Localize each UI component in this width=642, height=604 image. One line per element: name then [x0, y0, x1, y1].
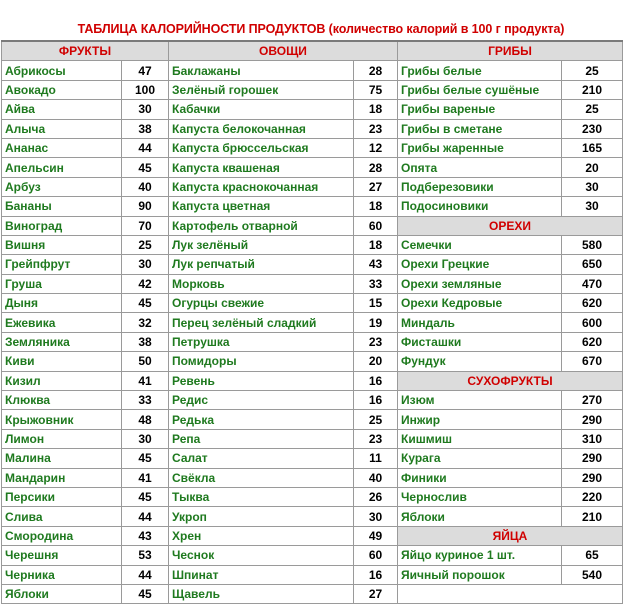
- vegetable-name: Лук репчатый: [169, 255, 354, 274]
- fruit-name: Слива: [2, 507, 122, 526]
- vegetable-name: Щавель: [169, 584, 354, 603]
- vegetable-name: Репа: [169, 429, 354, 448]
- section-header: СУХОФРУКТЫ: [398, 371, 623, 390]
- vegetable-name: Шпинат: [169, 565, 354, 584]
- vegetable-kcal: 16: [354, 371, 398, 390]
- vegetable-name: Помидоры: [169, 352, 354, 371]
- vegetable-kcal: 16: [354, 391, 398, 410]
- fruit-kcal: 45: [122, 294, 169, 313]
- table-row: [2, 235, 623, 254]
- fruit-kcal: 47: [122, 61, 169, 80]
- vegetable-name: Перец зелёный сладкий: [169, 313, 354, 332]
- table-row: [2, 119, 623, 138]
- fruit-kcal: 41: [122, 468, 169, 487]
- product-kcal: 30: [562, 177, 623, 196]
- section-header: ГРИБЫ: [398, 41, 623, 61]
- vegetable-name: Кабачки: [169, 100, 354, 119]
- fruit-name: Абрикосы: [2, 61, 122, 80]
- vegetable-name: Зелёный горошек: [169, 80, 354, 99]
- product-name: Опята: [398, 158, 562, 177]
- fruit-name: Лимон: [2, 429, 122, 448]
- vegetable-kcal: 20: [354, 352, 398, 371]
- fruit-kcal: 30: [122, 255, 169, 274]
- product-name: Грибы белые: [398, 61, 562, 80]
- product-kcal: 20: [562, 158, 623, 177]
- fruit-name: Кизил: [2, 371, 122, 390]
- product-name: Фундук: [398, 352, 562, 371]
- vegetable-kcal: 30: [354, 507, 398, 526]
- table-row: [2, 41, 623, 61]
- fruit-name: Клюква: [2, 391, 122, 410]
- table-row: [2, 255, 623, 274]
- product-name: Яблоки: [398, 507, 562, 526]
- product-kcal: 25: [562, 61, 623, 80]
- fruit-kcal: 40: [122, 177, 169, 196]
- vegetable-kcal: 40: [354, 468, 398, 487]
- product-kcal: 210: [562, 507, 623, 526]
- table-row: [2, 565, 623, 584]
- fruit-name: Виноград: [2, 216, 122, 235]
- vegetable-name: Петрушка: [169, 332, 354, 351]
- vegetable-kcal: 12: [354, 138, 398, 157]
- product-kcal: 310: [562, 429, 623, 448]
- vegetable-kcal: 33: [354, 274, 398, 293]
- fruit-kcal: 44: [122, 565, 169, 584]
- product-kcal: 165: [562, 138, 623, 157]
- vegetable-kcal: 23: [354, 332, 398, 351]
- vegetable-name: Капуста цветная: [169, 197, 354, 216]
- product-kcal: 210: [562, 80, 623, 99]
- fruit-name: Мандарин: [2, 468, 122, 487]
- vegetables-header: ОВОЩИ: [169, 41, 398, 61]
- product-kcal: 25: [562, 100, 623, 119]
- fruit-kcal: 100: [122, 80, 169, 99]
- vegetable-kcal: 60: [354, 216, 398, 235]
- calorie-table: [1, 40, 623, 604]
- fruit-name: Апельсин: [2, 158, 122, 177]
- vegetable-kcal: 28: [354, 158, 398, 177]
- vegetable-name: Хрен: [169, 526, 354, 545]
- product-kcal: 620: [562, 294, 623, 313]
- table-row: [2, 526, 623, 545]
- vegetable-kcal: 43: [354, 255, 398, 274]
- empty-cell: [398, 584, 623, 603]
- product-kcal: 65: [562, 546, 623, 565]
- vegetable-name: Свёкла: [169, 468, 354, 487]
- fruit-name: Черешня: [2, 546, 122, 565]
- product-kcal: 270: [562, 391, 623, 410]
- product-kcal: 290: [562, 449, 623, 468]
- vegetable-kcal: 19: [354, 313, 398, 332]
- vegetable-name: Салат: [169, 449, 354, 468]
- vegetable-name: Редька: [169, 410, 354, 429]
- vegetable-kcal: 15: [354, 294, 398, 313]
- fruit-kcal: 44: [122, 507, 169, 526]
- vegetable-name: Редис: [169, 391, 354, 410]
- product-name: Миндаль: [398, 313, 562, 332]
- section-header: ЯЙЦА: [398, 526, 623, 545]
- product-name: Подберезовики: [398, 177, 562, 196]
- table-row: [2, 216, 623, 235]
- fruit-name: Смородина: [2, 526, 122, 545]
- fruit-name: Крыжовник: [2, 410, 122, 429]
- product-kcal: 600: [562, 313, 623, 332]
- vegetable-kcal: 11: [354, 449, 398, 468]
- product-name: Грибы белые сушёные: [398, 80, 562, 99]
- fruit-name: Яблоки: [2, 584, 122, 603]
- fruit-kcal: 33: [122, 391, 169, 410]
- fruit-name: Дыня: [2, 294, 122, 313]
- product-name: Фисташки: [398, 332, 562, 351]
- fruit-name: Грейпфрут: [2, 255, 122, 274]
- fruit-kcal: 43: [122, 526, 169, 545]
- table-row: [2, 429, 623, 448]
- fruit-kcal: 50: [122, 352, 169, 371]
- product-name: Курага: [398, 449, 562, 468]
- table-row: [2, 487, 623, 506]
- fruit-name: Ананас: [2, 138, 122, 157]
- vegetable-kcal: 18: [354, 235, 398, 254]
- product-name: Орехи Грецкие: [398, 255, 562, 274]
- vegetable-kcal: 49: [354, 526, 398, 545]
- table-row: [2, 80, 623, 99]
- product-kcal: 290: [562, 410, 623, 429]
- table-row: [2, 391, 623, 410]
- table-row: [2, 197, 623, 216]
- table-row: [2, 410, 623, 429]
- fruit-kcal: 41: [122, 371, 169, 390]
- vegetable-name: Капуста краснокочанная: [169, 177, 354, 196]
- fruit-name: Арбуз: [2, 177, 122, 196]
- fruit-name: Груша: [2, 274, 122, 293]
- table-row: [2, 584, 623, 603]
- vegetable-kcal: 26: [354, 487, 398, 506]
- product-name: Изюм: [398, 391, 562, 410]
- vegetable-name: Укроп: [169, 507, 354, 526]
- fruit-kcal: 42: [122, 274, 169, 293]
- table-row: [2, 468, 623, 487]
- product-kcal: 230: [562, 119, 623, 138]
- table-row: [2, 546, 623, 565]
- vegetable-name: Картофель отварной: [169, 216, 354, 235]
- vegetable-name: Чеснок: [169, 546, 354, 565]
- vegetable-kcal: 27: [354, 584, 398, 603]
- fruit-kcal: 44: [122, 138, 169, 157]
- table-row: [2, 138, 623, 157]
- fruit-kcal: 38: [122, 332, 169, 351]
- vegetable-name: Огурцы свежие: [169, 294, 354, 313]
- vegetable-name: Капуста брюссельская: [169, 138, 354, 157]
- fruit-kcal: 25: [122, 235, 169, 254]
- fruit-name: Черника: [2, 565, 122, 584]
- vegetable-name: Баклажаны: [169, 61, 354, 80]
- fruit-name: Бананы: [2, 197, 122, 216]
- fruit-kcal: 38: [122, 119, 169, 138]
- product-name: Кишмиш: [398, 429, 562, 448]
- vegetable-kcal: 25: [354, 410, 398, 429]
- vegetable-kcal: 18: [354, 100, 398, 119]
- vegetable-name: Ревень: [169, 371, 354, 390]
- product-kcal: 220: [562, 487, 623, 506]
- product-name: Подосиновики: [398, 197, 562, 216]
- vegetable-kcal: 60: [354, 546, 398, 565]
- product-name: Инжир: [398, 410, 562, 429]
- vegetable-name: Капуста квашеная: [169, 158, 354, 177]
- product-name: Орехи Кедровые: [398, 294, 562, 313]
- product-kcal: 650: [562, 255, 623, 274]
- fruits-header: ФРУКТЫ: [2, 41, 169, 61]
- product-kcal: 670: [562, 352, 623, 371]
- fruit-kcal: 70: [122, 216, 169, 235]
- table-row: [2, 352, 623, 371]
- fruit-name: Земляника: [2, 332, 122, 351]
- vegetable-kcal: 18: [354, 197, 398, 216]
- product-name: Семечки: [398, 235, 562, 254]
- product-kcal: 290: [562, 468, 623, 487]
- fruit-kcal: 45: [122, 584, 169, 603]
- fruit-kcal: 53: [122, 546, 169, 565]
- product-name: Грибы жаренные: [398, 138, 562, 157]
- vegetable-kcal: 23: [354, 429, 398, 448]
- table-row: [2, 274, 623, 293]
- vegetable-name: Тыква: [169, 487, 354, 506]
- table-row: [2, 100, 623, 119]
- fruit-name: Авокадо: [2, 80, 122, 99]
- table-row: [2, 371, 623, 390]
- fruit-name: Малина: [2, 449, 122, 468]
- fruit-name: Айва: [2, 100, 122, 119]
- fruit-kcal: 45: [122, 158, 169, 177]
- vegetable-kcal: 23: [354, 119, 398, 138]
- page-title: ТАБЛИЦА КАЛОРИЙНОСТИ ПРОДУКТОВ (количество калорий в 100 г продукта): [77, 22, 565, 36]
- product-name: Финики: [398, 468, 562, 487]
- fruit-name: Ежевика: [2, 313, 122, 332]
- vegetable-kcal: 16: [354, 565, 398, 584]
- fruit-name: Киви: [2, 352, 122, 371]
- table-row: [2, 294, 623, 313]
- fruit-kcal: 45: [122, 487, 169, 506]
- product-name: Яичный порошок: [398, 565, 562, 584]
- product-name: Яйцо куриное 1 шт.: [398, 546, 562, 565]
- product-kcal: 580: [562, 235, 623, 254]
- fruit-kcal: 30: [122, 100, 169, 119]
- table-row: [2, 449, 623, 468]
- fruit-name: Вишня: [2, 235, 122, 254]
- vegetable-kcal: 75: [354, 80, 398, 99]
- table-row: [2, 313, 623, 332]
- vegetable-name: Капуста белокочанная: [169, 119, 354, 138]
- table-row: [2, 61, 623, 80]
- table-row: [2, 177, 623, 196]
- vegetable-name: Лук зелёный: [169, 235, 354, 254]
- product-kcal: 620: [562, 332, 623, 351]
- fruit-name: Алыча: [2, 119, 122, 138]
- vegetable-name: Морковь: [169, 274, 354, 293]
- vegetable-kcal: 28: [354, 61, 398, 80]
- product-kcal: 540: [562, 565, 623, 584]
- product-name: Грибы в сметане: [398, 119, 562, 138]
- product-name: Грибы вареные: [398, 100, 562, 119]
- fruit-name: Персики: [2, 487, 122, 506]
- table-row: [2, 332, 623, 351]
- section-header: ОРЕХИ: [398, 216, 623, 235]
- fruit-kcal: 90: [122, 197, 169, 216]
- table-row: [2, 158, 623, 177]
- product-name: Орехи земляные: [398, 274, 562, 293]
- fruit-kcal: 45: [122, 449, 169, 468]
- fruit-kcal: 48: [122, 410, 169, 429]
- vegetable-kcal: 27: [354, 177, 398, 196]
- product-name: Чернослив: [398, 487, 562, 506]
- product-kcal: 470: [562, 274, 623, 293]
- fruit-kcal: 32: [122, 313, 169, 332]
- table-row: [2, 507, 623, 526]
- product-kcal: 30: [562, 197, 623, 216]
- fruit-kcal: 30: [122, 429, 169, 448]
